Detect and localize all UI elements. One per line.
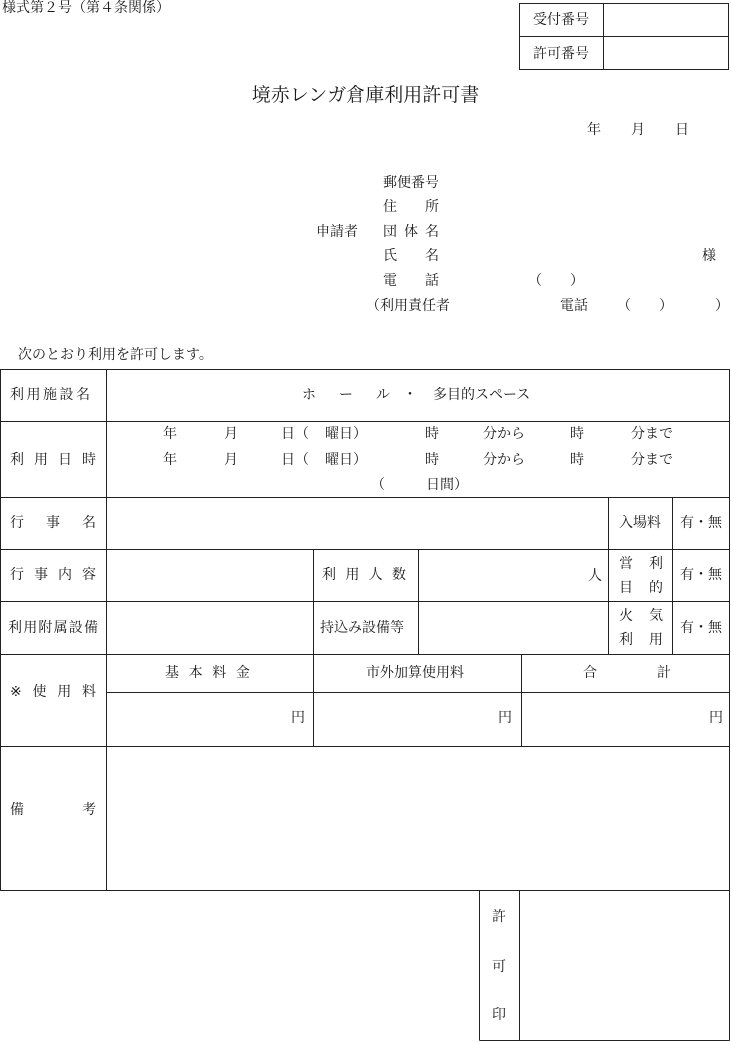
surcharge-fee-header: 市外加算使用料 — [366, 665, 464, 681]
datetime-row-2-from-minute: 分から — [483, 452, 525, 468]
datetime-row-2-year: 年 — [163, 452, 177, 468]
permission-notice: 次のとおり利用を許可します。 — [18, 347, 213, 363]
surcharge-fee-value — [314, 693, 521, 746]
admission-fee-label: 入場料 — [619, 515, 661, 531]
name-label: 氏 名 — [383, 248, 439, 264]
fire-use-label-line-1: 火 気 — [619, 608, 663, 624]
phone-label: 電 話 — [383, 273, 439, 289]
stamp-label-char-2: 可 — [492, 959, 506, 975]
datetime-row-1-from-minute: 分から — [483, 426, 525, 442]
receipt-number-value — [604, 4, 728, 36]
datetime-row-2-to-minute: 分まで — [631, 452, 673, 468]
stamp-label-char-1: 許 — [492, 909, 506, 925]
event-name-label: 行 事 名 — [10, 515, 96, 531]
remarks-label: 備 考 — [10, 802, 96, 818]
stamp-label-char-3: 印 — [492, 1007, 506, 1023]
responsible-close-paren: ） — [715, 298, 729, 314]
datetime-row-1-to-minute: 分まで — [631, 426, 673, 442]
datetime-row-1-year: 年 — [163, 426, 177, 442]
commercial-purpose-choice: 有・無 — [680, 567, 722, 583]
commercial-purpose-label-line-1: 営 利 — [619, 556, 663, 572]
facility-option-separator: ・ — [403, 387, 417, 403]
facility-label: 利 用 施 設 名 — [10, 387, 90, 403]
permit-number-value — [604, 37, 728, 69]
datetime-row-1-to-hour: 時 — [570, 426, 584, 442]
usage-fee-label: ※ 使 用 料 — [10, 684, 96, 700]
datetime-row-2-day: 日（ — [281, 452, 309, 468]
total-fee-value — [522, 693, 729, 746]
attendance-unit: 人 — [588, 568, 602, 584]
phone-area-code-parens: （ ） — [528, 273, 584, 289]
equipment-value — [107, 602, 313, 654]
base-fee-header: 基 本 料 金 — [165, 665, 250, 681]
usage-datetime-label: 利 用 日 時 — [10, 452, 96, 468]
datetime-row-2-month: 月 — [224, 452, 238, 468]
brought-equipment-value — [419, 602, 608, 654]
organization-label: 団 体 名 — [383, 224, 439, 240]
address-label: 住 所 — [383, 199, 439, 215]
brought-equipment-label: 持込み設備等 — [320, 620, 404, 636]
datetime-row-2-from-hour: 時 — [425, 452, 439, 468]
datetime-row-1-from-hour: 時 — [425, 426, 439, 442]
total-fee-header: 合 計 — [583, 665, 671, 681]
attendance-value — [419, 550, 608, 601]
base-fee-value — [107, 693, 313, 746]
applicant-label: 申請者 — [316, 224, 358, 240]
form-number: 様式第２号（第４条関係） — [2, 0, 170, 16]
base-fee-unit: 円 — [291, 710, 305, 726]
responsible-phone-label: 電話 — [560, 298, 588, 314]
commercial-purpose-label-line-2: 目 的 — [619, 580, 663, 596]
equipment-label: 利 用 附 属 設 備 — [8, 620, 98, 636]
honorific: 様 — [702, 248, 716, 264]
receipt-number-label: 受付番号 — [533, 12, 589, 28]
page-title: 境赤レンガ倉庫利用許可書 — [251, 84, 480, 106]
facility-option-hall: ホ ー ル — [302, 387, 390, 403]
datetime-row-1-weekday: 曜日） — [325, 426, 367, 442]
total-fee-unit: 円 — [709, 710, 723, 726]
admission-fee-choice: 有・無 — [680, 515, 722, 531]
duration-days: 日間） — [426, 477, 468, 493]
datetime-row-2-weekday: 曜日） — [325, 452, 367, 468]
responsible-person-label: （利用責任者 — [366, 298, 450, 314]
datetime-row-1-month: 月 — [224, 426, 238, 442]
event-name-value — [107, 498, 608, 549]
facility-option-multipurpose: 多目的スペース — [433, 387, 531, 403]
duration-open-paren: （ — [371, 477, 385, 493]
fire-use-label-line-2: 利 用 — [619, 632, 663, 648]
event-content-value — [107, 550, 313, 601]
datetime-row-1-day: 日（ — [281, 426, 309, 442]
remarks-value — [107, 747, 729, 890]
surcharge-fee-unit: 円 — [498, 710, 512, 726]
issue-date: 年 月 日 — [587, 122, 689, 138]
attendance-label: 利 用 人 数 — [322, 567, 406, 583]
datetime-row-2-to-hour: 時 — [570, 452, 584, 468]
event-content-label: 行 事 内 容 — [10, 567, 96, 583]
fire-use-choice: 有・無 — [680, 620, 722, 636]
postal-code-label: 郵便番号 — [383, 175, 439, 191]
permit-number-label: 許可番号 — [533, 46, 589, 62]
responsible-phone-parens: （ ） — [617, 298, 673, 314]
permit-stamp-area — [520, 891, 729, 1040]
